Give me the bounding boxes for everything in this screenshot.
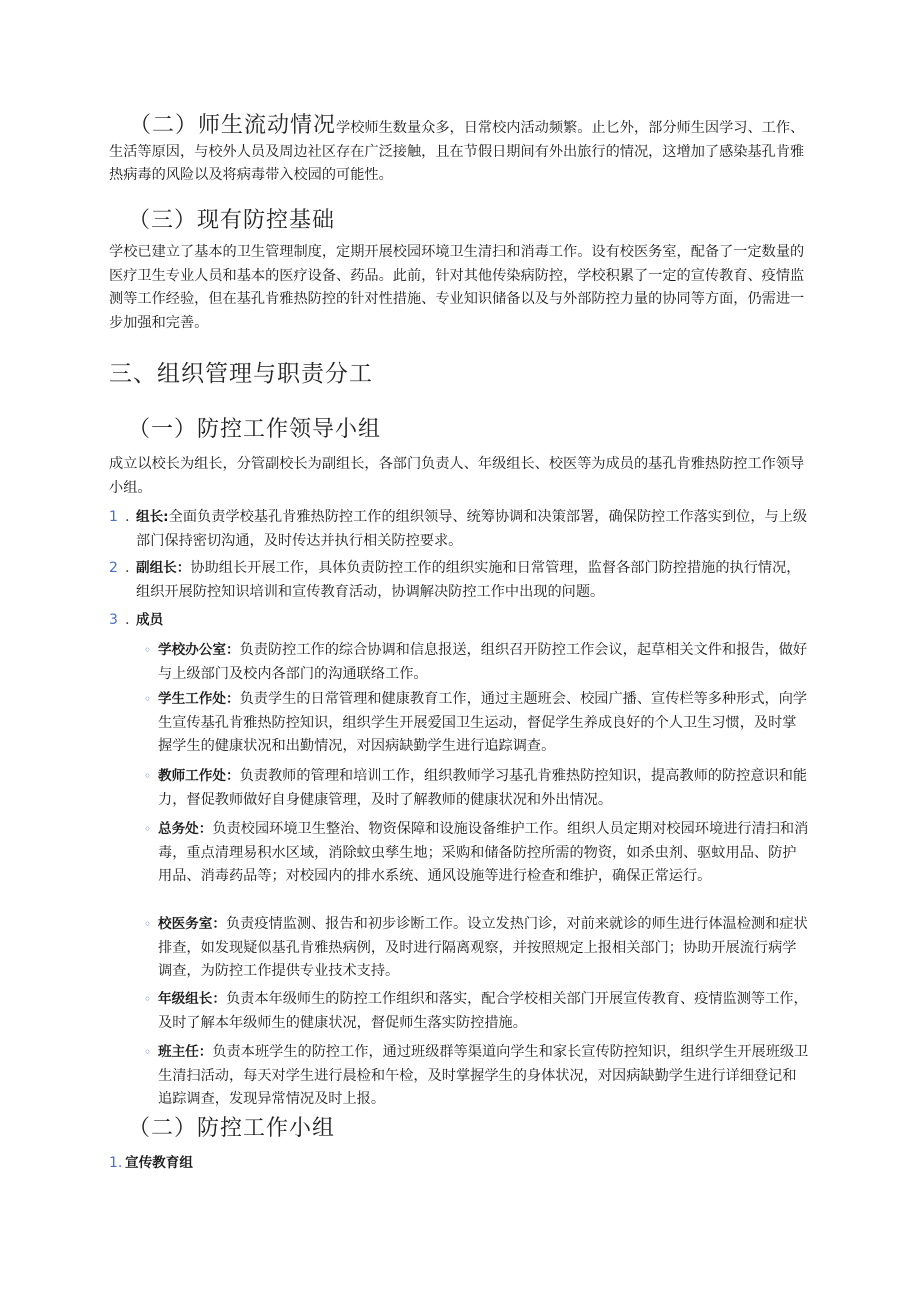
list-number: 1	[109, 509, 118, 525]
member-item	[144, 988, 810, 1035]
bullet-icon: ◦	[144, 1045, 152, 1059]
member-text: 负责学生的日常管理和健康教育工作，通过主题班会、校园广播、宣传栏等多种形式，向学生宣传基孔肯雅热防控知识，组织学生开展爱国卫生运动，督促学生养成良好的个人卫生习惯，及时掌握学生的健康状况和出勤情况，对因病缺勤学生进行追踪调查。	[158, 691, 808, 754]
paragraph-existing-basis: 学校已建立了基本的卫生管理制度，定期开展校园环境卫生清扫和消毒工作。设有校医务室，配备了一定数量的医疗卫生专业人员和基本的医疗设备、药品。此前，针对其他传染病防控，学校积累了一定的宣传教育、疫情监测等工作经验，但在基孔肯雅热防控的针对性措施、专业知识储备以及与外部防控力量的协同等方面，仍需进一步加强和完善。	[109, 244, 805, 331]
leadership-intro: 成立以校长为组长，分管副校长为副组长，各部门负责人、年级组长、校医等为成员的基孔肯雅热防控工作领导小组。	[109, 456, 805, 496]
list-label: 成员	[136, 612, 164, 628]
member-label: 总务处：	[158, 821, 213, 837]
bullet-icon: ◦	[144, 917, 152, 931]
member-text: 负责校园环境卫生整治、物资保障和设施设备维护工作。组织人员定期对校园环境进行清扫和消毒，重点清理易积水区域，消除蚊虫孳生地；采购和储备防控所需的物资，如杀虫剂、驱蚊用品、防护用品、消毒药品等；对校园内的排水系统、通风设施等进行检查和维护，确保正常运行。	[158, 821, 809, 884]
list-number: 2	[109, 560, 118, 576]
bullet-icon: ◦	[144, 992, 152, 1006]
list-label: 组长:	[136, 509, 169, 525]
bullet-icon: ◦	[144, 692, 152, 706]
member-label: 班主任：	[158, 1044, 213, 1060]
member-item	[144, 1041, 810, 1112]
heading-existing-basis: （三）现有防控基础	[128, 208, 336, 233]
member-text: 负责教师的管理和培训工作，组织教师学习基孔肯雅热防控知识，提高教师的防控意识和能力，督促教师做好自身健康管理，及时了解教师的健康状况和外出情况。	[158, 768, 808, 808]
bullet-icon: ◦	[144, 822, 152, 836]
heading-work-groups: （二）防控工作小组	[128, 1116, 336, 1141]
bullet-icon: ◦	[144, 643, 152, 657]
heading-leadership-group: （一）防控工作领导小组	[128, 417, 382, 442]
member-text: 负责本班学生的防控工作，通过班级群等渠道向学生和家长宣传防控知识，组织学生开展班级卫生清扫活动，每天对学生进行晨检和午检，及时掌握学生的身体状况，对因病缺勤学生进行详细登记和追踪调查，发现异常情况及时上报。	[158, 1044, 809, 1107]
flow-situation-text: 学校师生数量众多，日常校内活动频繁。止匕外，部分师生因学习、工作、生活等原因，与校外人员及周边社区存在广泛接触，且在节假日期间有外出旅行的情况，这增加了感染基孔肯雅热病毒的风险以及将病毒带入校园的可能性。	[109, 120, 805, 183]
member-item	[144, 639, 810, 686]
heading-organization: 三、组织管理与职责分工	[109, 361, 373, 387]
member-item	[144, 765, 810, 812]
member-label: 学生工作处：	[158, 691, 240, 707]
list-text: 全面负责学校基孔肯雅热防控工作的组织领导、统筹协调和决策部署，确保防控工作落实到位，与上级部门保持密切沟通，及时传达并执行相关防控要求。	[136, 509, 808, 549]
list-number: 1.	[109, 1155, 123, 1171]
list-text: 协助组长开展工作，具体负责防控工作的组织实施和日常管理，监督各部门防控措施的执行情况，组织开展防控知识培训和宣传教育活动，协调解决防控工作中出现的问题。	[136, 560, 801, 600]
member-text: 负责本年级师生的防控工作组织和落实，配合学校相关部门开展宣传教育、疫情监测等工作，及时了解本年级师生的健康状况，督促师生落实防控措施。	[158, 991, 808, 1031]
member-item	[144, 818, 810, 889]
heading-flow-situation: （二）师生流动情况	[129, 113, 337, 138]
member-label: 教师工作处：	[158, 768, 240, 784]
member-text: 负责疫情监测、报告和初步诊断工作。设立发热门诊，对前来就诊的师生进行体温检测和症状排查，如发现疑似基孔肯雅热病例，及时进行隔离观察，并按照规定上报相关部门；协助开展流行病学调查，为防控工作提供专业技术支持。	[158, 916, 808, 979]
member-label: 校医务室：	[158, 916, 226, 932]
paragraph-flow-situation	[109, 114, 811, 188]
member-label: 学校办公室：	[158, 642, 240, 658]
document-page: （二）师生流动情况学校师生数量众多，日常校内活动频繁。止匕外，部分师生因学习、工作、生活等原因，与校外人员及周边社区存在广泛接触，且在节假日期间有外出旅行的情况，这增加了感染基孔肯雅热病毒的风险以及将病毒带入校园的可能性。 （三）现有防控基础 学校已建立了基本的卫生管理制度，定期开展校园环境卫生清扫和消毒工作。设有校医务室，配备了一定数量的医疗卫生专业人员和基本的医疗设备、药品。此前，针对其他传染病防控，学校积累了一定的宣传教育、疫情监测等工作经验，但在基孔肯雅热防控的针对性措施、专业知识储备以及与外部防控力量的协同等方面，仍需进一步加强和完善。 三、组织管理与职责分工 （一）防控工作领导小组 成立以校长为组长，分管副校长为副组长，各部门负责人、年级组长、校医等为成员的基孔肯雅热防控工作领导小组。 1 . 组长:全面负责学校基孔肯雅热防控工作的组织领导、统筹协调和决策部署，确保防控工作落实到位，与上级部门保持密切沟通，及时传达并执行相关防控要求。 2 . 副组长：协助组长开展工作，具体负责防控工作的组织实施和日常管理，监督各部门防控措施的执行情况，组织开展防控知识培训和宣传教育活动，协调解决防控工作中出现的问题。 3 . 成员 ◦ 学校办公室：负责防控工作的综合协调和信息报送，组织召开防控工作会议，起草相关文件和报告，做好与上级部门及校内各部门的沟通联络工作。 ◦ 学生工作处：负责学生的日常管理和健康教育工作，通过主题班会、校园广播、宣传栏等多种形式，向学生宣传基孔肯雅热防控知识，组织学生开展爱国卫生运动，督促学生养成良好的个人卫生习惯，及时掌握学生的健康状况和出勤情况，对因病缺勤学生进行追踪调查。 ◦ 教师工作处：负责教师的管理和培训工作，组织教师学习基孔肯雅热防控知识，提高教师的防控意识和能力，督促教师做好自身健康管理，及时了解教师的健康状况和外出情况。 ◦ 总务处：负责校园环境卫生整治、物资保障和设施设备维护工作。组织人员定期对校园环境进行清扫和消毒，重点清理易积水区域，消除蚊虫孳生地；采购和储备防控所需的物资，如杀虫剂、驱蚊用品、防护用品、消毒药品等；对校园内的排水系统、通风设施等进行检查和维护，确保正常运行。 ◦ 校医务室：负责疫情监测、报告和初步诊断工作。设立发热门诊，对前来就诊的师生进行体温检测和症状排查，如发现疑似基孔肯雅热病例，及时进行隔离观察，并按照规定上报相关部门；协助开展流行病学调查，为防控工作提供专业技术支持。 ◦ 年级组长：负责本年级师生的防控工作组织和落实，配合学校相关部门开展宣传教育、疫情监测等工作，及时了解本年级师生的健康状况，督促师生落实防控措施。 ◦ 班主任：负责本班学生的防控工作，通过班级群等渠道向学生和家长宣传防控知识，组织学生开展班级卫生清扫活动，每天对学生进行晨检和午检，及时掌握学生的身体状况，对因病缺勤学生进行详细登记和追踪调查，发现异常情况及时上报。 （二）防控工作小组 1. 宣传教育组	[0, 0, 920, 1301]
bullet-icon: ◦	[144, 769, 152, 783]
member-item	[144, 688, 810, 759]
list-label: 宣传教育组	[125, 1155, 193, 1171]
member-item	[144, 913, 810, 984]
list-number: 3	[109, 612, 118, 628]
member-label: 年级组长：	[158, 991, 226, 1007]
member-text: 负责防控工作的综合协调和信息报送，组织召开防控工作会议，起草相关文件和报告，做好与上级部门及校内各部门的沟通联络工作。	[158, 642, 808, 682]
list-label: 副组长：	[136, 560, 191, 576]
